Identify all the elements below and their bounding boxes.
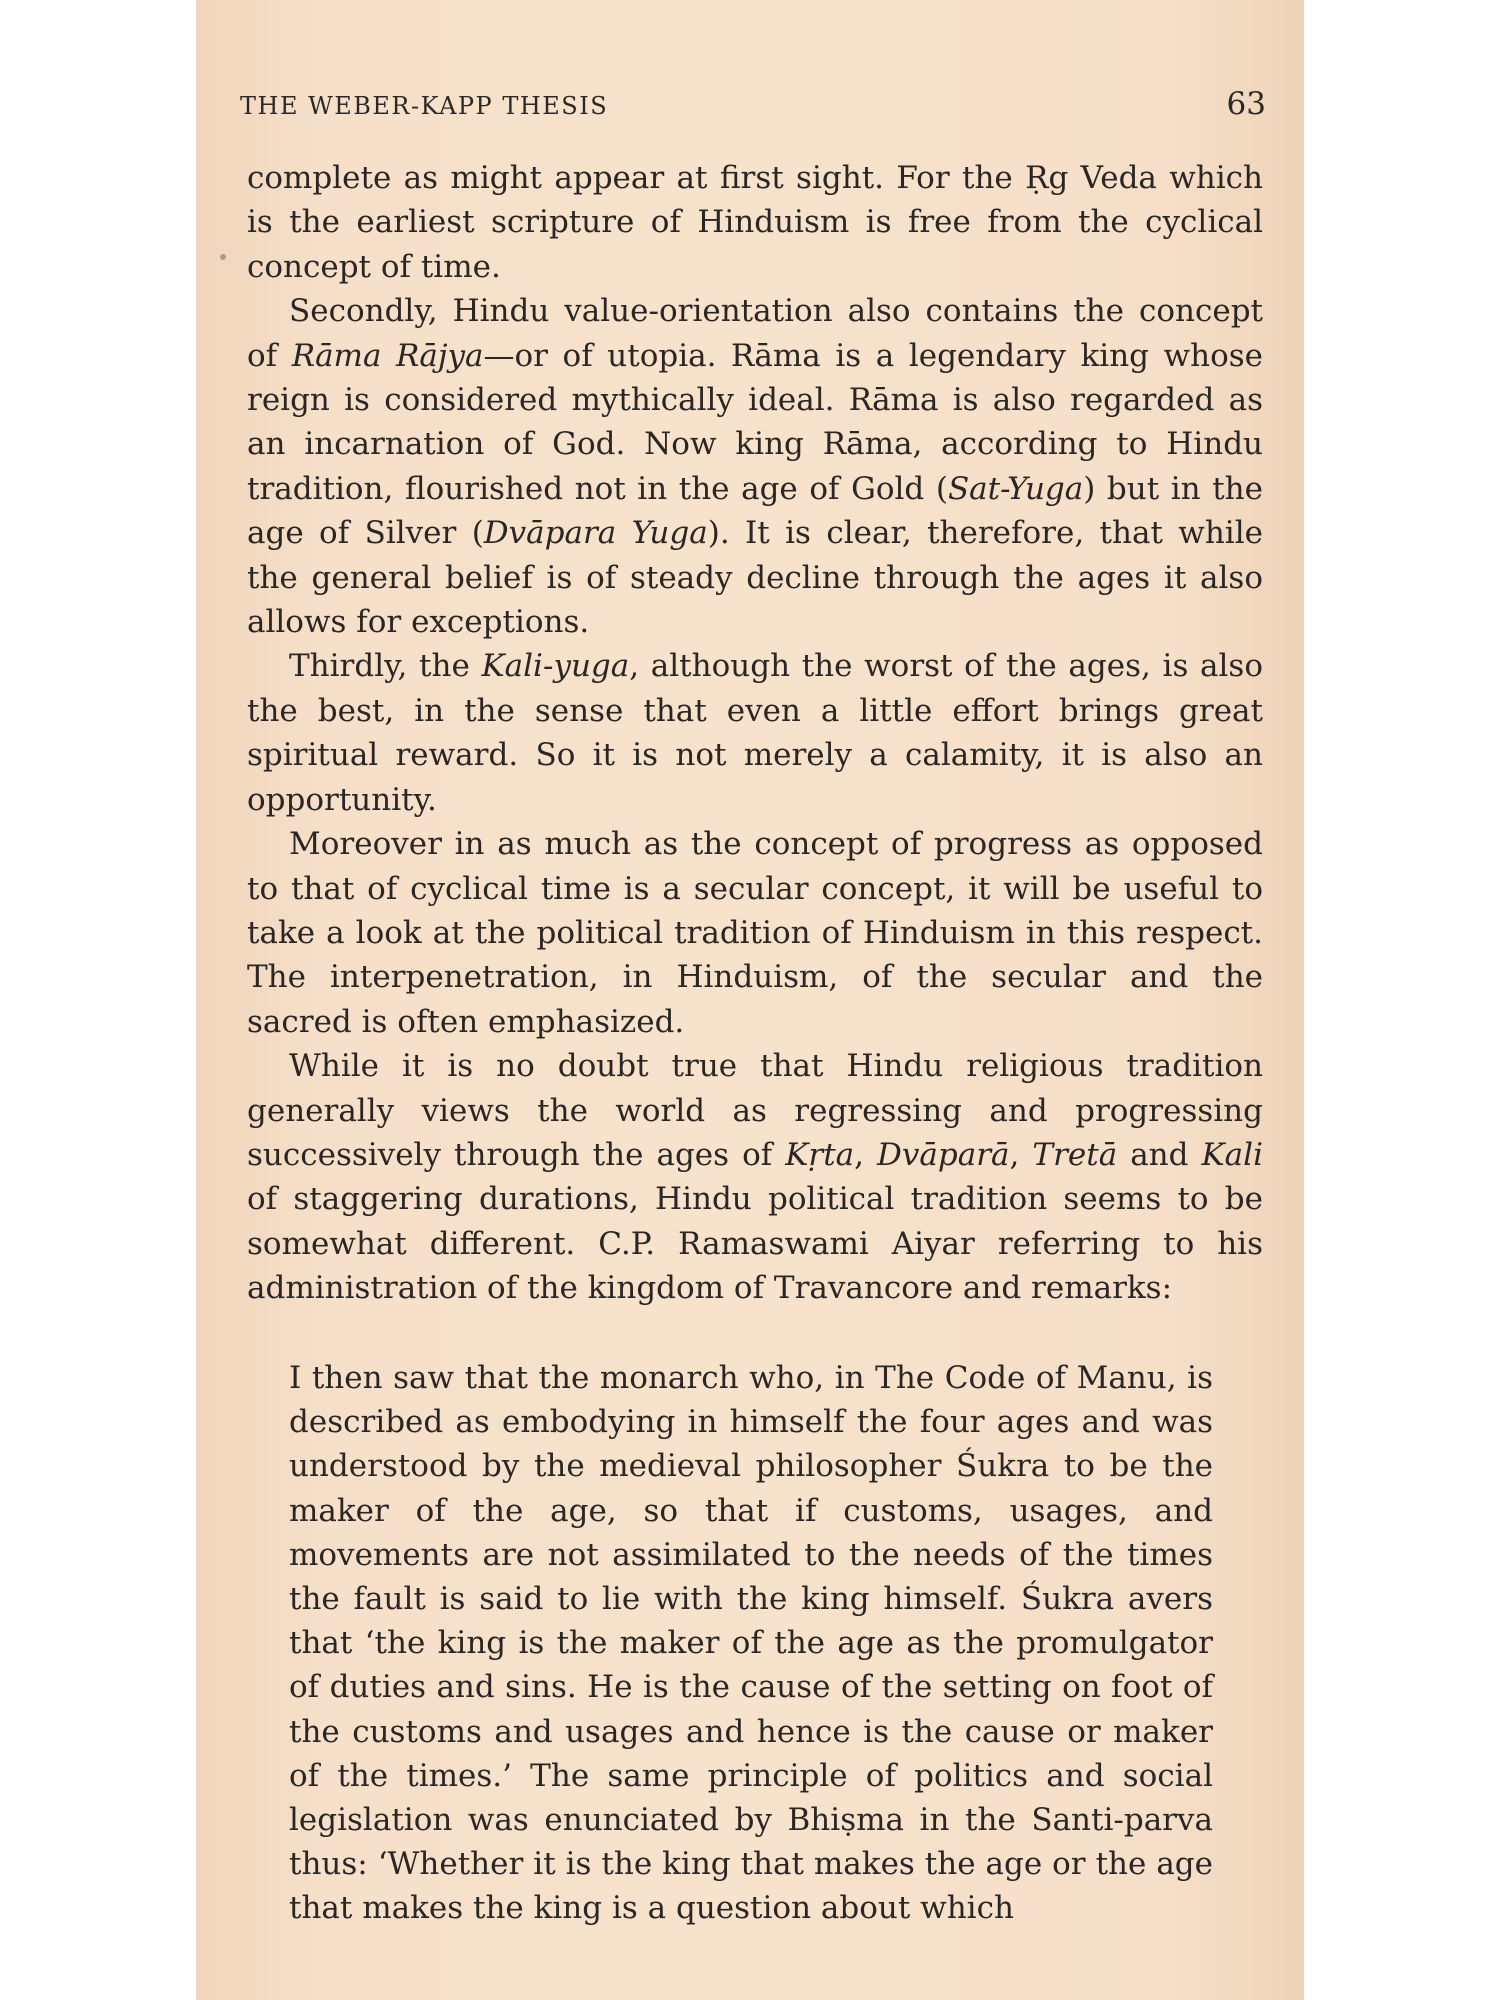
page-number: 63 — [1226, 86, 1266, 122]
text-run: —or of utopia. Rāma is a legendary king whose reign is considered mythically ideal. Rāma is also regarded as an incarnation of God. Now king Rāma, according to Hindu tradition, flourished not in the age of Gold ( — [247, 337, 1264, 507]
text-run: Secondly, Hindu value-orientation also contains the concept of — [247, 293, 1263, 374]
italic-term: Dvāparā — [877, 1136, 1010, 1173]
body-text — [247, 156, 1263, 1311]
paragraph — [247, 822, 1263, 1044]
paragraph — [247, 289, 1263, 644]
text-run: Moreover in as much as the concept of progress as opposed to that of cyclical time is a secular concept, it will be useful to take a look at the political tradition of Hinduism in this respect. The interpenetration, in Hinduism, of the secular and the sacred is often emphasized. — [247, 826, 1263, 1040]
paragraph — [247, 1044, 1263, 1310]
book-page — [196, 0, 1304, 2000]
running-title: THE WEBER-KAPP THESIS — [240, 92, 609, 120]
text-run: complete as might appear at first sight. For the Ṛg Veda which is the earliest scripture of Hinduism is free from the cyclical concept of time. — [247, 160, 1263, 285]
paragraph — [247, 156, 1263, 289]
margin-mark — [220, 254, 226, 260]
text-run: , — [854, 1136, 878, 1173]
paragraph — [247, 644, 1263, 822]
italic-term: Kali — [1201, 1136, 1263, 1173]
text-run: While it is no doubt true that Hindu religious tradition generally views the world as regressing and progressing successively through the ages of — [247, 1048, 1263, 1173]
text-run: , — [1009, 1136, 1033, 1173]
italic-term: Sat-Yuga — [947, 470, 1084, 507]
block-quote — [289, 1356, 1213, 1931]
text-run: Thirdly, the — [289, 648, 482, 685]
text-run: , although the worst of the ages, is also the best, in the sense that even a little effort brings great spiritual reward. So it is not merely a calamity, it is also an opportunity. — [247, 648, 1263, 818]
quote-text: I then saw that the monarch who, in The Code of Manu, is described as embodying in himself the four ages and was understood by the medieval philosopher Śukra to be the maker of the age, so that if customs, usages, and movements are not assimilated to the needs of the times the fault is said to lie with the king himself. Śukra avers that ‘the king is the maker of the age as the promulgator of duties and sins. He is the cause of the setting on foot of the customs and usages and hence is the cause or maker of the times.’ The same principle of politics and social legislation was enunciated by Bhiṣma in the Santi-parva thus: ‘Whether it is the king that makes the age or the age that makes the king is a question about which — [289, 1360, 1213, 1927]
text-run: ) but in the age of Silver ( — [247, 470, 1263, 552]
page-header — [240, 86, 1266, 126]
italic-term: Kṛta — [785, 1136, 855, 1173]
italic-term: Tretā — [1032, 1136, 1118, 1173]
text-run: ). It is clear, therefore, that while the general belief is of steady decline through the ages it also allows for exceptions. — [247, 515, 1263, 641]
text-run: of staggering durations, Hindu political tradition seems to be somewhat different. C.P. Ramaswami Aiyar referring to his administration of the kingdom of Travancore and remarks: — [247, 1181, 1263, 1307]
italic-term: Dvāpara Yuga — [483, 515, 708, 552]
italic-term: Rāma Rājya — [291, 337, 484, 374]
text-run: and — [1117, 1136, 1202, 1173]
italic-term: Kali-yuga — [481, 648, 630, 685]
